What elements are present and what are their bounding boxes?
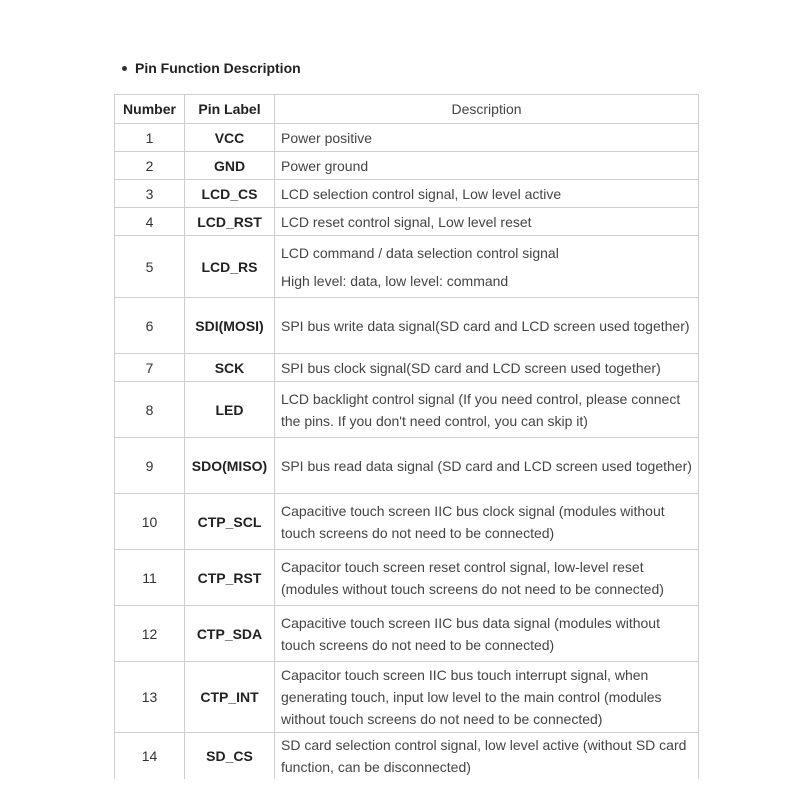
pin-label: LCD_RS [185, 236, 275, 298]
pin-label: CTP_INT [185, 662, 275, 733]
pin-description: SPI bus read data signal (SD card and LCD screen used together) [275, 438, 699, 494]
table-row [115, 733, 699, 780]
pin-description: SD card selection control signal, low level active (without SD card function, can be disconnected) [275, 733, 699, 780]
table-row [115, 208, 699, 236]
pin-number: 14 [115, 733, 185, 780]
pin-description: LCD reset control signal, Low level reset [275, 208, 699, 236]
pin-description: Capacitive touch screen IIC bus clock signal (modules without touch screens do not need to be connected) [275, 494, 699, 550]
pin-description-line: High level: data, low level: command [281, 272, 509, 289]
pin-description: SPI bus write data signal(SD card and LCD screen used together) [275, 298, 699, 354]
pin-description: LCD backlight control signal (If you need control, please connect the pins. If you don't need control, you can skip it) [275, 382, 699, 438]
pin-label: LCD_RST [185, 208, 275, 236]
table-row [115, 354, 699, 382]
pin-label: SDO(MISO) [185, 438, 275, 494]
pin-description: SPI bus clock signal(SD card and LCD screen used together) [275, 354, 699, 382]
pin-description: Capacitive touch screen IIC bus data signal (modules without touch screens do not need to be connected) [275, 606, 699, 662]
pin-label: SD_CS [185, 733, 275, 780]
pin-label: SDI(MOSI) [185, 298, 275, 354]
table-row [115, 298, 699, 354]
table-row [115, 550, 699, 606]
pin-label: LED [185, 382, 275, 438]
pin-description-line: LCD command / data selection control signal [281, 244, 559, 261]
section-heading [122, 60, 301, 76]
pin-number: 10 [115, 494, 185, 550]
pin-label: LCD_CS [185, 180, 275, 208]
pin-number: 7 [115, 354, 185, 382]
pin-label: GND [185, 152, 275, 180]
pin-description [275, 236, 699, 298]
pin-number: 5 [115, 236, 185, 298]
pin-number: 4 [115, 208, 185, 236]
table-header-row [115, 95, 699, 124]
pin-description: Capacitor touch screen IIC bus touch interrupt signal, when generating touch, input low level to the main control (modules without touch screens do not need to be connected) [275, 662, 699, 733]
table-row [115, 606, 699, 662]
table-row [115, 180, 699, 208]
pin-label: CTP_RST [185, 550, 275, 606]
pin-description: Power ground [275, 152, 699, 180]
table-row [115, 494, 699, 550]
table-row [115, 382, 699, 438]
pin-number: 2 [115, 152, 185, 180]
section-title: Pin Function Description [135, 60, 301, 76]
header-description: Description [275, 95, 699, 124]
table-row [115, 236, 699, 298]
pin-number: 9 [115, 438, 185, 494]
pin-description: Power positive [275, 124, 699, 152]
bullet-icon [122, 66, 127, 71]
table-row [115, 438, 699, 494]
pin-label: VCC [185, 124, 275, 152]
pin-number: 12 [115, 606, 185, 662]
pin-number: 3 [115, 180, 185, 208]
pin-description: Capacitor touch screen reset control signal, low-level reset (modules without touch screens do not need to be connected) [275, 550, 699, 606]
table-row [115, 662, 699, 733]
pin-label: CTP_SDA [185, 606, 275, 662]
table-row [115, 124, 699, 152]
pin-number: 6 [115, 298, 185, 354]
pin-number: 13 [115, 662, 185, 733]
pin-number: 11 [115, 550, 185, 606]
header-pin-label: Pin Label [185, 95, 275, 124]
table-row [115, 152, 699, 180]
pin-number: 8 [115, 382, 185, 438]
header-number: Number [115, 95, 185, 124]
pin-label: SCK [185, 354, 275, 382]
pin-label: CTP_SCL [185, 494, 275, 550]
pin-description: LCD selection control signal, Low level active [275, 180, 699, 208]
pin-function-table [114, 94, 699, 779]
pin-number: 1 [115, 124, 185, 152]
